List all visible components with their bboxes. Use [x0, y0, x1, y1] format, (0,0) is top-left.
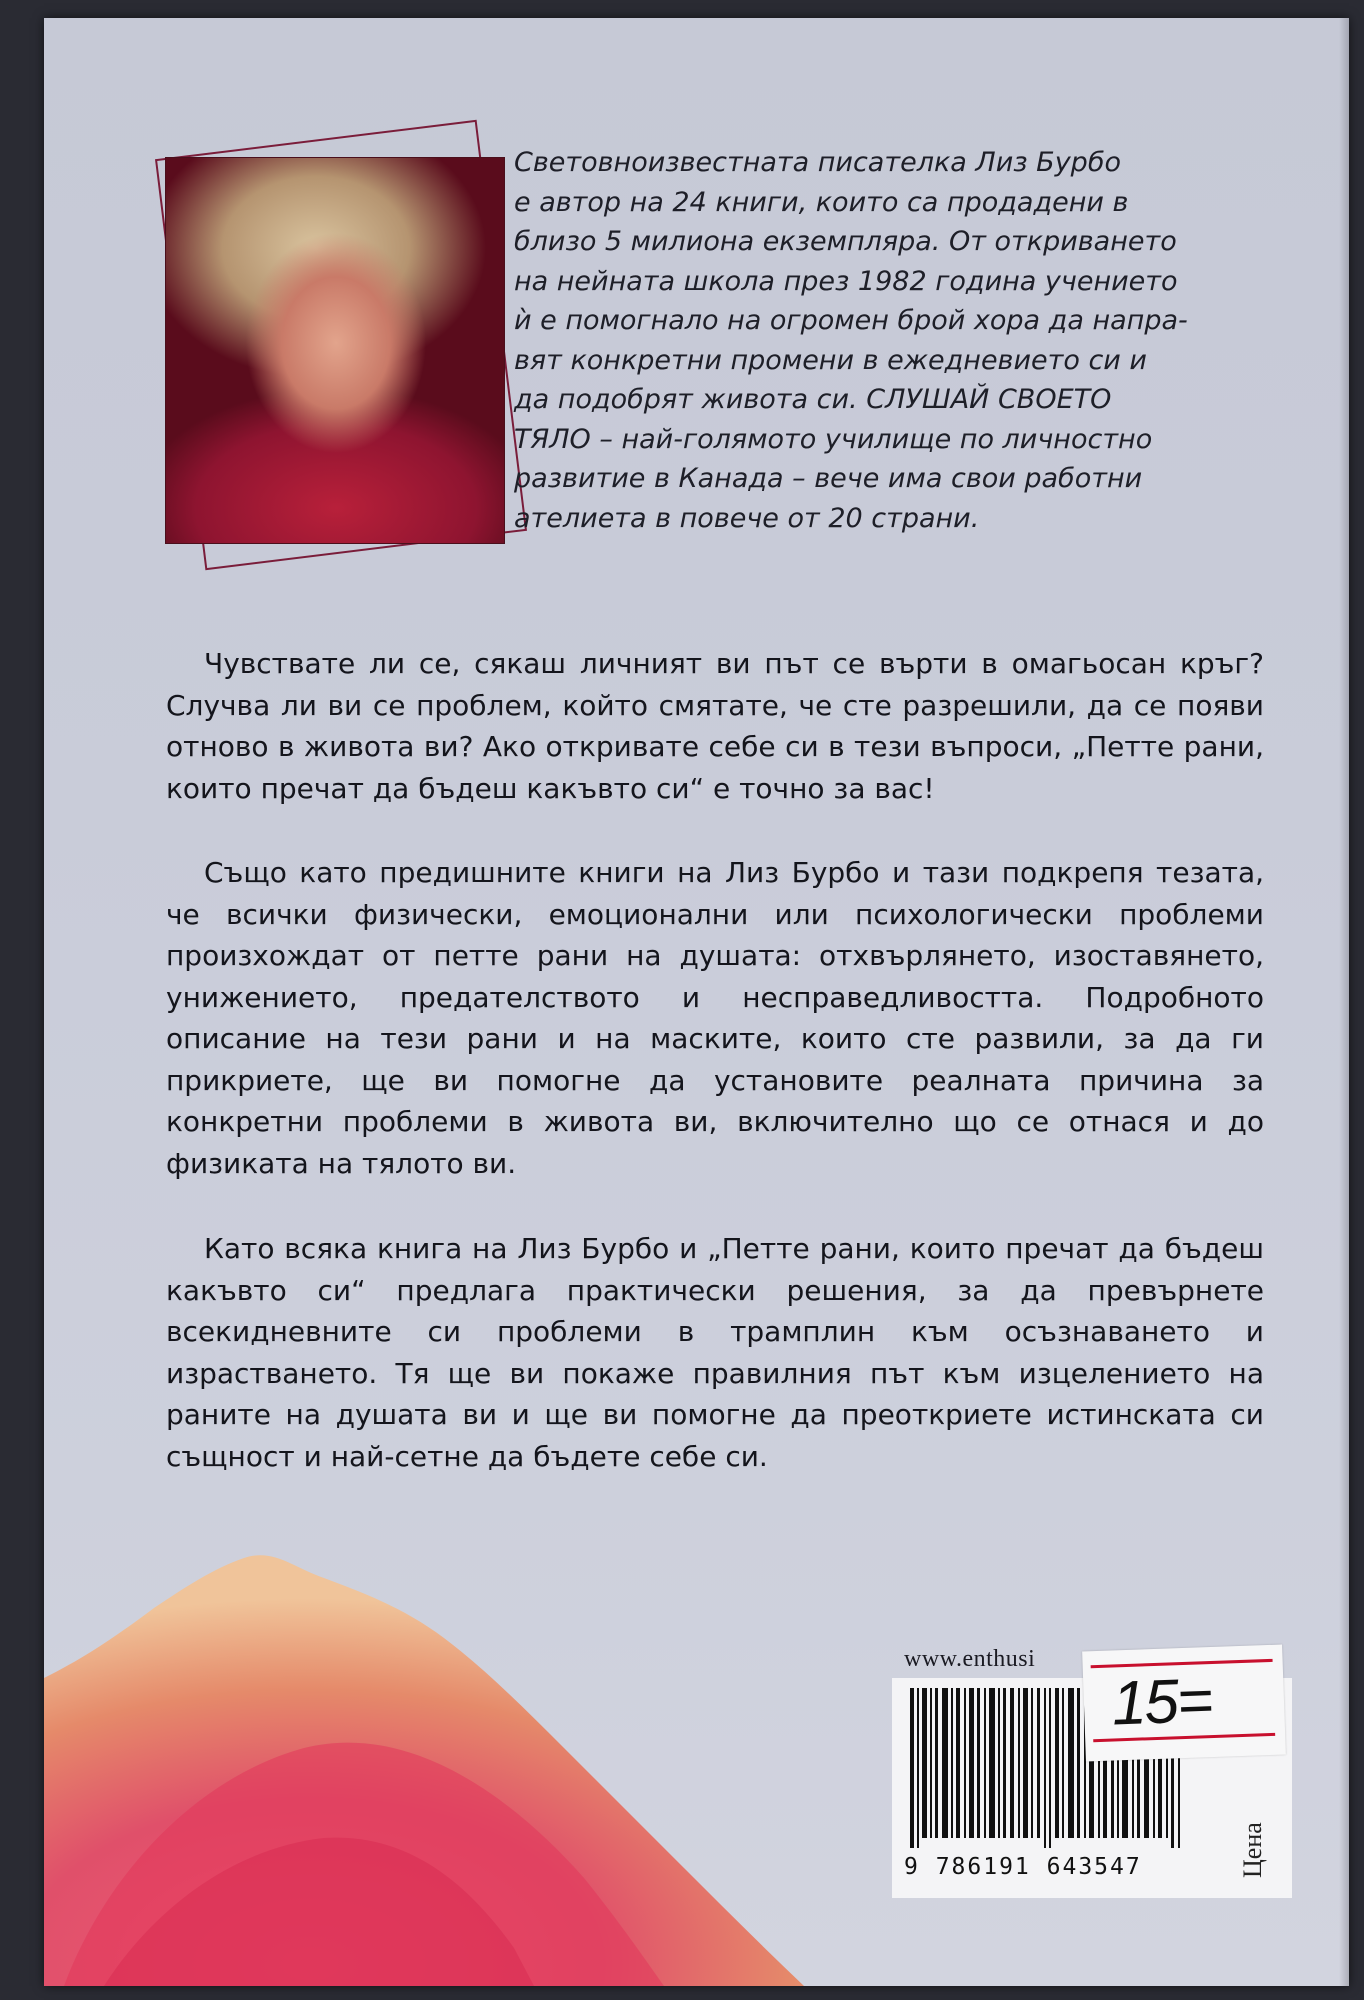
cover-edge-shadow [1339, 18, 1349, 1986]
bio-line: на нейната школа през 1982 година учението [514, 265, 1178, 297]
isbn-number: 9 786191 643547 [904, 1854, 1142, 1880]
book-back-cover [44, 18, 1349, 1986]
bio-line: ТЯЛО – най-голямото училище по личностно [514, 423, 1153, 455]
bio-line: вят конкретни промени в ежедневието си и [514, 344, 1147, 376]
paragraph-text: Също като предишните книги на Лиз Бурбо и тази подкрепя тезата, че всички физически, емоционални или психологически проблеми произхождат от петте рани на душата: отхвърлянето, изоставянето, унижението, предателството и несправедливостта. Подробното описание на тези рани и на маските, които сте развили, за да ги прикриете, ще ви помогне да установите реалната причина за конкретни проблеми в живота ви, включително що се отнася и до физиката на тялото ви. [166, 856, 1264, 1180]
paragraph-text: Като всяка книга на Лиз Бурбо и „Петте рани, които пречат да бъдеш какъвто си“ предлага практически решения, за да превърнете всекидневните си проблеми в трамплин към осъзнаването и израстването. Тя ще ви покаже правилния път към изцелението на раните на душата ви и ще ви помогне да преоткриете истинската си същност и най-сетне да бъдете себе си. [166, 1232, 1264, 1473]
price-handwritten: 15= [1110, 1666, 1213, 1739]
bio-line: близо 5 милиона екземпляра. От откриването [514, 226, 1177, 257]
author-photo [166, 158, 504, 543]
barcode-block [892, 1666, 1292, 1898]
price-sticker [1082, 1645, 1286, 1762]
bio-line: е автор на 24 книги, които са продадени в [514, 186, 1129, 218]
description-paragraph-2 [166, 852, 1264, 1184]
bio-line: ѝ е помогнало на огромен брой хора да напра- [514, 305, 1188, 336]
publisher-website: www.enthusi [904, 1646, 1036, 1672]
flower-illustration [44, 1548, 804, 1986]
bio-line: ателиета в повече от 20 страни. [514, 502, 980, 534]
bio-line: Световноизвестната писателка Лиз Бурбо [514, 147, 1121, 178]
paragraph-text: Чувствате ли се, сякаш личният ви път се върти в омагьосан кръг? Случва ли ви се проблем, който смятате, че сте разрешили, да се появи отново в живота ви? Ако откривате себе си в тези въпроси, „Петте рани, които пречат да бъдеш какъвто си“ е точно за вас! [166, 647, 1264, 805]
author-bio [514, 143, 1284, 538]
description-paragraph-3 [166, 1228, 1264, 1477]
bio-line: да подобрят живота си. СЛУШАЙ СВОЕТО [514, 384, 1112, 415]
description-paragraph-1 [166, 643, 1264, 809]
bio-line: развитие в Канада – вече има свои работни [514, 463, 1143, 494]
price-label-vertical: Цена [1238, 1822, 1267, 1878]
